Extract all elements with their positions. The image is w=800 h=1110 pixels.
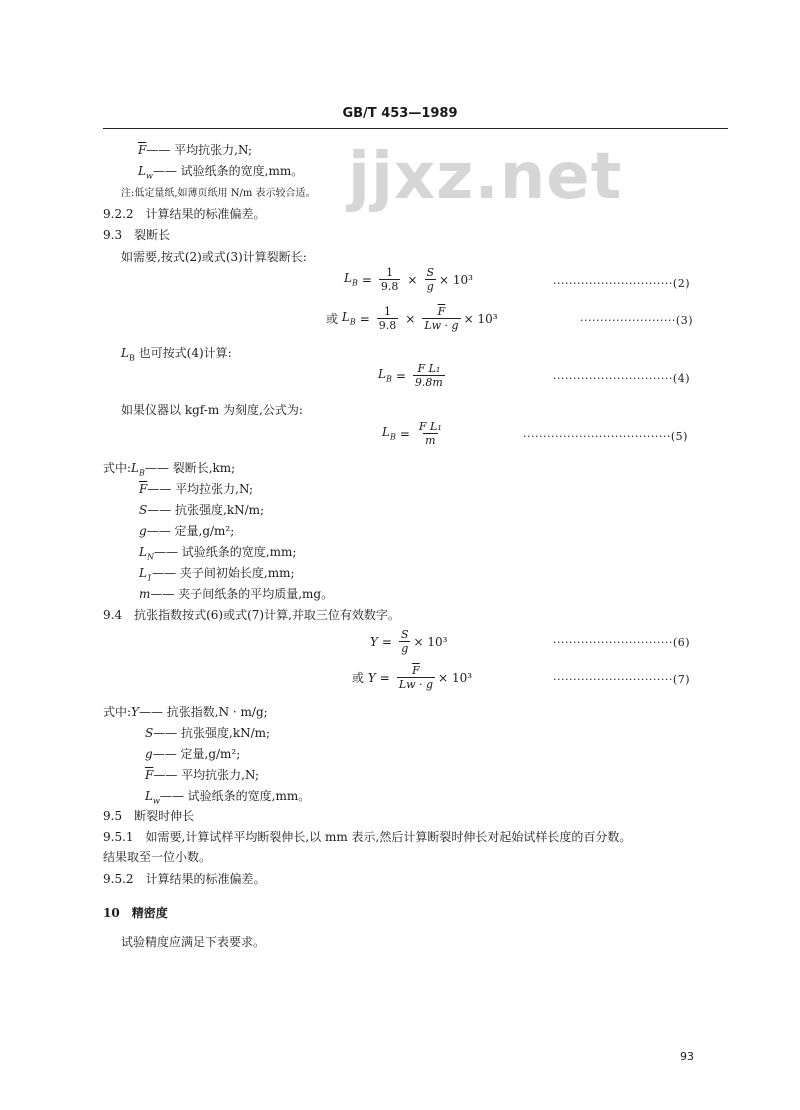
equation-5-intro: 如果仪器以 kgf-m 为刻度,公式为: [121,403,303,417]
equation-3: 或 $L_B$ = $\frac{1}{9.8}$ × $\frac{\overline{F}}{Lw \cdot g}$ × 10³ [326,305,498,332]
def-line: g—— 定量,g/m²; [145,747,241,761]
equation-3-number: ························(3) [580,314,693,327]
section-9-4: 9.4 抗张指数按式(6)或式(7)计算,并取三位有效数字。 [103,608,400,622]
def-symbol: $L_w$ [138,164,153,181]
equation-4: $L_B$ = $\frac{\text{F L₁}}{9.8m}$ [378,362,443,389]
equation-6: Y = $\frac{S}{g}$ × 10³ [370,628,448,655]
equation-2: $L_B$ = $\frac{1}{9.8}$ × $\frac{S}{g}$ × 10³ [344,266,473,293]
note: 注:低定量纸,如薄页纸用 N/m 表示较合适。 [121,188,316,199]
equation-7: 或 Y = $\frac{\overline{F}}{Lw \cdot g}$ × 10³ [352,664,473,691]
equation-4-number: ······························(4) [553,372,690,385]
def-desc: —— 平均抗张力,N; [146,143,253,157]
def-line: $\overline{F}——$ 平均抗张力,N; [145,768,260,782]
def-desc: —— 试验纸条的宽度,mm。 [152,164,304,178]
def-line: m—— 夹子间纸条的平均质量,mg。 [139,587,334,601]
def-symbol: $\overline{F}$ [138,143,147,157]
equation-4-intro: $L_B$ 也可按式(4)计算: [121,346,232,363]
def-line [138,163,303,184]
section-9-3-heading: 9.3 裂断长 [103,228,171,242]
page-header: GB/T 453—1989 [342,106,458,121]
def-line: S—— 抗张强度,kN/m; [139,503,265,517]
symbol-definition-list: 式中$:L_B——$ 裂断长,km; [103,461,236,478]
section-9-3-intro: 如需要,按式(2)或式(3)计算裂断长: [121,250,307,264]
def-line: $L_N——$ 试验纸条的宽度,mm; [139,545,297,562]
def-line: $L_1——$ 夹子间初始长度,mm; [139,566,295,583]
equation-7-number: ······························(7) [553,673,690,686]
def-line: $\overline{F}——$ 平均拉张力,N; [139,482,254,496]
section-9-5-2: 9.5.2 计算结果的标准偏差。 [103,872,266,886]
section-9-5-1-cont: 结果取至一位小数。 [103,850,212,864]
equation-6-number: ······························(6) [553,636,690,649]
def-line: $L_w——$ 试验纸条的宽度,mm。 [145,789,311,806]
section-10-body: 试验精度应满足下表要求。 [121,935,266,949]
section-9-5-heading: 9.5 断裂时伸长 [103,809,195,823]
watermark: jjxz.net [348,140,623,214]
equation-2-number: ······························(2) [553,277,690,290]
def-line: g—— 定量,g/m²; [139,524,235,538]
section-9-2-2: 9.2.2 计算结果的标准偏差。 [103,207,266,221]
page-number: 93 [680,1050,694,1063]
symbol-definition-list: 式中:Y—— 抗张指数,N · m/g; [103,705,268,719]
section-10-heading: 10 精密度 [103,906,168,920]
equation-5: $L_B$ = $\frac{\text{F L₁}}{m}$ [382,420,442,447]
header-rule [103,128,728,129]
equation-5-number: ·····································(5) [523,430,688,443]
section-9-5-1: 9.5.1 如需要,计算试样平均断裂伸长,以 mm 表示,然后计算断裂时伸长对起始试样长度的百分数。 [103,830,632,844]
def-line [138,142,252,158]
def-line: S—— 抗张强度,kN/m; [145,726,271,740]
